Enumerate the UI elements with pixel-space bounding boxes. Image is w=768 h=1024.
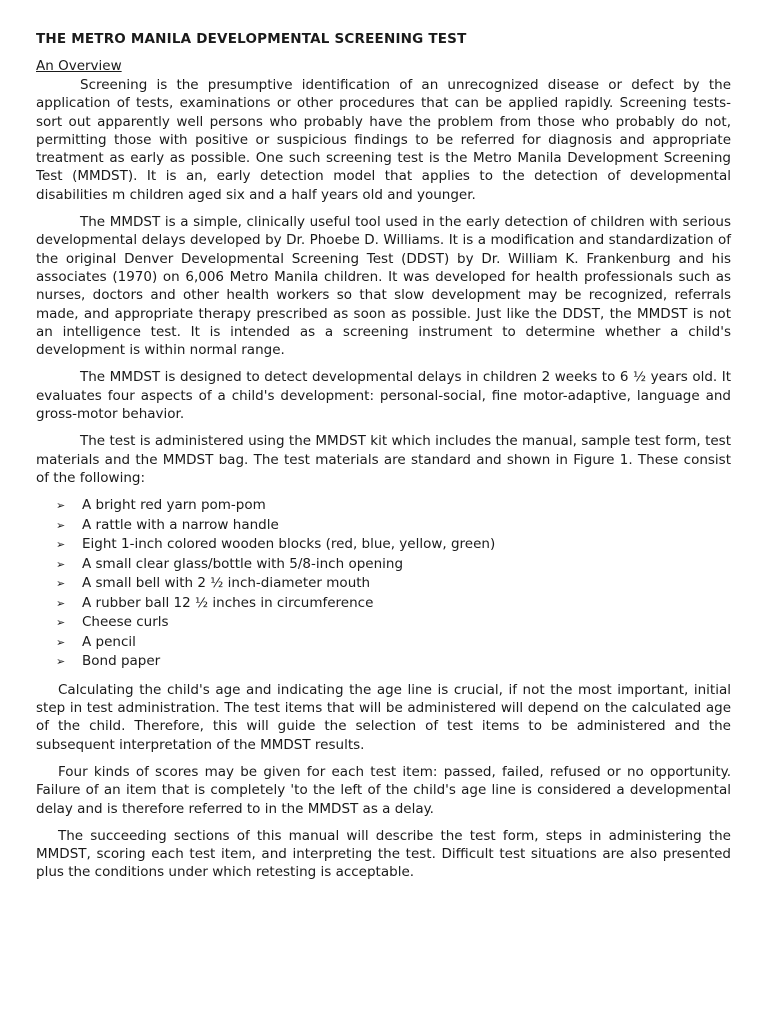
arrow-bullet-icon: ➢ <box>56 557 66 571</box>
arrow-bullet-icon: ➢ <box>56 616 66 630</box>
list-item <box>56 496 731 516</box>
list-item-text: A bright red yarn pom-pom <box>82 497 266 514</box>
paragraph-age-calculation: Calculating the child's age and indicating the age line is crucial, if not the most important, initial step in test administration. The test items that will be administered will depend on the calculated age of the child. Therefore, this will guide the selection of test items to be administered and the subsequent interpretation of the MMDST results. <box>36 681 731 753</box>
list-item <box>56 594 731 614</box>
list-item-text: Bond paper <box>82 653 161 670</box>
paragraph-manual-sections: The succeeding sections of this manual will describe the test form, steps in administering the MMDST, scoring each test item, and interpreting the test. Difficult test situations are also presented plus the conditions under which retesting is acceptable. <box>36 827 731 881</box>
list-item-text: A pencil <box>82 633 136 650</box>
document-title: THE METRO MANILA DEVELOPMENTAL SCREENING TEST <box>36 31 467 47</box>
list-item <box>56 555 731 575</box>
arrow-bullet-icon: ➢ <box>56 596 66 610</box>
materials-list <box>36 496 731 672</box>
paragraph-mmdst-purpose: The MMDST is designed to detect developmental delays in children 2 weeks to 6 ½ years old. It evaluates four aspects of a child's development: personal-social, fine motor-adaptive, language and gross-motor behavior. <box>36 369 731 423</box>
arrow-bullet-icon: ➢ <box>56 655 66 669</box>
list-item-text: Cheese curls <box>82 614 169 631</box>
arrow-bullet-icon: ➢ <box>56 518 66 532</box>
paragraph-screening-definition: Screening is the presumptive identification of an unrecognized disease or defect by the application of tests, examinations or other procedures that can be applied rapidly. Screening tests- sort out apparently well persons who probably have the problem from those who probably do not, permitting those with positive or suspicious findings to be referred for diagnosis and appropriate treatment as early as possible. One such screening test is the Metro Manila Development Screening Test (MMDST). It is an, early detection model that applies to the detection of developmental disabilities m children aged six and a half years old and younger. <box>36 77 731 203</box>
list-item-text: A rattle with a narrow handle <box>82 516 279 533</box>
list-item <box>56 574 731 594</box>
list-item <box>56 613 731 633</box>
arrow-bullet-icon: ➢ <box>56 499 66 513</box>
paragraph-mmdst-description: The MMDST is a simple, clinically useful tool used in the early detection of children with serious developmental delays developed by Dr. Phoebe D. Williams. It is a modification and standardization of the original Denver Developmental Screening Test (DDST) by Dr. William K. Frankenburg and his associates (1970) on 6,006 Metro Manila children. It was developed for health professionals such as nurses, doctors and other health workers so that slow development may be recognized, referrals made, and appropriate therapy prescribed as soon as possible. Just like the DDST, the MMDST is not an intelligence test. It is intended as a screening instrument to determine whether a child's development is within normal range. <box>36 214 731 359</box>
list-item-text: A rubber ball 12 ½ inches in circumference <box>82 594 374 611</box>
section-subheading: An Overview <box>36 58 122 74</box>
list-item <box>56 652 731 672</box>
list-item-text: A small bell with 2 ½ inch-diameter mouth <box>82 575 371 592</box>
paragraph-mmdst-kit: The test is administered using the MMDST kit which includes the manual, sample test form, test materials and the MMDST bag. The test materials are standard and shown in Figure 1. These consist of the following: <box>36 433 731 486</box>
arrow-bullet-icon: ➢ <box>56 635 66 649</box>
paragraph-scoring-kinds: Four kinds of scores may be given for each test item: passed, failed, refused or no opportunity. Failure of an item that is completely 'to the left of the child's age line is considered a developmental delay and is therefore referred to in the MMDST as a delay. <box>36 763 731 817</box>
list-item <box>56 633 731 653</box>
list-item <box>56 516 731 536</box>
list-item-text: A small clear glass/bottle with 5/8-inch opening <box>82 555 404 572</box>
arrow-bullet-icon: ➢ <box>56 577 66 591</box>
arrow-bullet-icon: ➢ <box>56 538 66 552</box>
list-item-text: Eight 1-inch colored wooden blocks (red, blue, yellow, green) <box>82 536 496 553</box>
document-page <box>36 30 731 891</box>
list-item <box>56 535 731 555</box>
